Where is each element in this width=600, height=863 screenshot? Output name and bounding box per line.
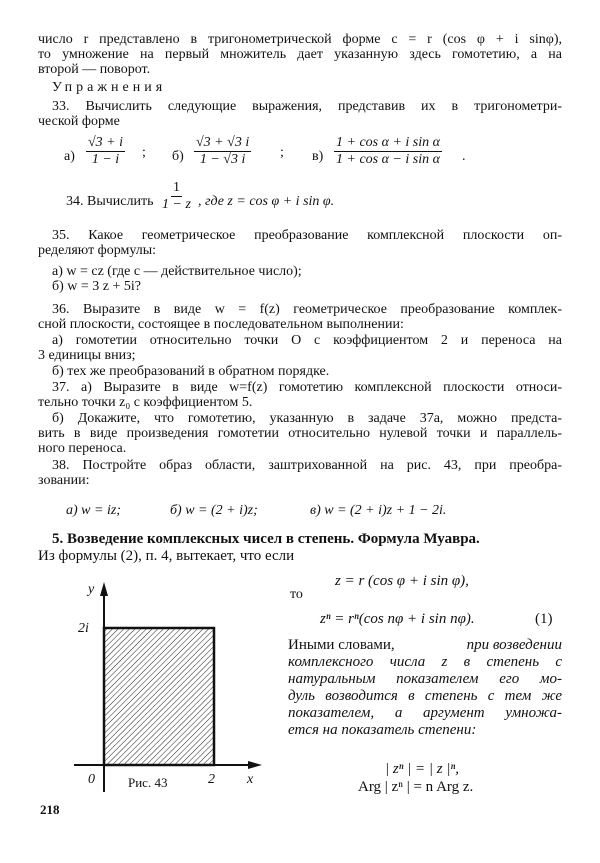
text: 34. Вычислить (66, 194, 154, 209)
figure-caption: Рис. 43 (128, 775, 168, 790)
punct: ; (142, 145, 146, 160)
text-line: дуль возводится в степень с тем же (288, 688, 562, 704)
denominator: 1 − i (91, 152, 120, 167)
text-line: тельно точки z₀ с коэффициентом 5. (38, 395, 253, 410)
text-line: зовании: (38, 473, 90, 488)
denominator: 1 + cos α − i sin α (336, 152, 440, 167)
text-line: 36. Выразите в виде w = f(z) геометрическое преобразование комплек- (52, 302, 562, 317)
text-line: 35. Какое геометрическое преобразование комплексной плоскости оп- (52, 228, 562, 243)
text-line: ется на показатель степени: (288, 722, 477, 738)
item-label: б) (172, 149, 184, 164)
text-line: а) w = cz (где c — действительное число); (52, 264, 302, 279)
text-line: 33. Вычислить следующие выражения, представив их в тригонометри- (52, 99, 562, 114)
section-title: 5. Возведение комплексных чисел в степень. Формула Муавра. (52, 531, 480, 547)
y-axis-arrow-icon (100, 582, 108, 596)
item: а) w = iz; (66, 503, 121, 518)
text: Иными словами, (288, 637, 395, 653)
text-line: показателем, а аргумент умножа- (288, 705, 562, 721)
text-line: б) w = 3 z + 5i? (52, 279, 142, 294)
text-line: второй — поворот. (38, 62, 151, 77)
hatched-region (104, 628, 214, 765)
item: б) w = (2 + i)z; (170, 503, 258, 518)
text-line: 3 единицы вниз; (38, 348, 136, 363)
exercises-heading: Упражнения (52, 80, 167, 95)
denominator: 1 − z (162, 197, 191, 212)
text-line: б) Докажите, что гомотетию, указанную в задаче 37а, можно предста- (52, 411, 562, 426)
item-label: в) (312, 149, 324, 164)
x-axis-label: x (247, 772, 254, 787)
item: в) w = (2 + i)z + 1 − 2i. (310, 503, 447, 518)
text: при возведении (466, 637, 562, 653)
text-line: 37. а) Выразите в виде w=f(z) гомотетию комплексной плоскости относи- (52, 380, 562, 395)
text-line: то умножение на первый множитель дает указанную здесь гомотетию, а на (38, 47, 562, 62)
text-line: натуральным показателем его мо- (288, 671, 562, 687)
denominator: 1 − √3 i (199, 152, 246, 167)
numerator: 1 + cos α + i sin α (336, 135, 440, 150)
text-line: ределяют формулы: (38, 243, 157, 258)
y-axis-label: y (88, 582, 95, 597)
text-line: Из формулы (2), п. 4, вытекает, что если (38, 548, 295, 564)
origin-label: 0 (88, 772, 95, 787)
text-line: ческой форме (38, 114, 120, 129)
text-line: б) тех же преобразований в обратном порядке. (52, 364, 330, 379)
x-tick-label: 2 (208, 772, 215, 787)
text: то (290, 587, 303, 602)
formula: | zⁿ | = | z |ⁿ, (385, 761, 459, 777)
formula: zⁿ = rⁿ(cos nφ + i sin nφ). (320, 611, 475, 627)
text-line: 38. Постройте образ области, заштрихованной на рис. 43, при преобра- (52, 458, 562, 473)
y-tick-label: 2i (78, 621, 89, 636)
formula: Arg | zⁿ | = n Arg z. (358, 779, 474, 795)
x-axis-arrow-icon (248, 761, 262, 769)
text-line: вить в виде произведения гомотетии относительно нулевой точки и параллель- (38, 426, 562, 441)
punct: ; (280, 145, 284, 160)
numerator: 1 (172, 180, 180, 195)
text-line: сной плоскости, состоящее в последовательном выполнении: (38, 317, 404, 332)
equation-number: (1) (535, 611, 553, 627)
numerator: √3 + √3 i (196, 135, 250, 150)
page-number: 218 (40, 802, 60, 817)
text-line: комплексного числа z в степень с (288, 654, 562, 670)
text-line: ного переноса. (38, 441, 127, 456)
text: , где z = cos φ + i sin φ. (198, 194, 335, 209)
punct: . (462, 149, 466, 164)
text-line: число r представлено в тригонометрической форме c = r (cos φ + i sinφ), (38, 32, 562, 47)
formula: z = r (cos φ + i sin φ), (335, 573, 469, 589)
item-label: а) (64, 149, 75, 164)
text-line: а) гомотетии относительно точки O с коэффициентом 2 и переноса на (52, 333, 562, 348)
numerator: √3 + i (88, 135, 124, 150)
